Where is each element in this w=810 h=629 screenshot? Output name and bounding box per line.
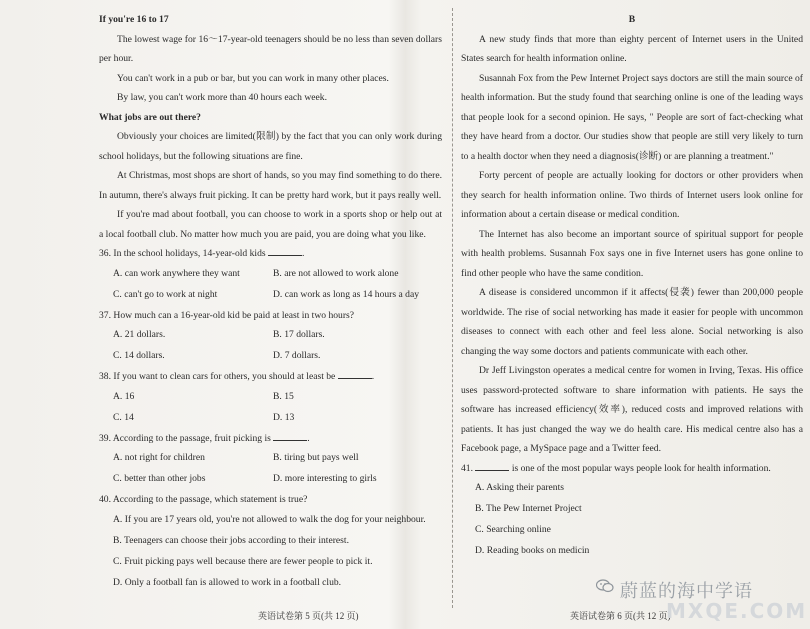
option-c: C. can't go to work at night bbox=[113, 288, 218, 300]
option-c: C. Searching online bbox=[475, 524, 551, 535]
question-stem-end: . bbox=[302, 248, 305, 259]
question-stem: 38. If you want to clean cars for others, you should at least be bbox=[99, 371, 336, 382]
question-number: 41. bbox=[461, 462, 473, 474]
question-40: 40. According to the passage, which statement is true? bbox=[99, 494, 308, 505]
option-b: B. Teenagers can choose their jobs according to their interest. bbox=[113, 534, 349, 546]
page-footer-left: 英语试卷第 5 页(共 12 页) bbox=[258, 611, 359, 621]
paragraph: The Internet has also become an important source of spiritual support for people with health problems. Susannah Fox says one in five Internet users has gone online to find other people who have the same condition. bbox=[461, 228, 803, 279]
option-d: D. can work as long as 14 hours a day bbox=[273, 288, 420, 300]
option-c: C. Fruit picking pays well because there are fewer people to pick it. bbox=[113, 555, 373, 567]
option-c: C. 14 dollars. bbox=[113, 350, 165, 361]
paragraph: Forty percent of people are actually looking for doctors or other providers when they search for health information online. Two thirds of Internet users look online for information about a certain disease or medical condition. bbox=[461, 170, 803, 220]
answer-blank bbox=[475, 462, 509, 471]
question-41 bbox=[461, 459, 803, 479]
options-41 bbox=[461, 478, 803, 562]
paragraph: A disease is considered uncommon if it affects(侵袭) fewer than 200,000 people worldwide. The rise of social networking has made it easier for people with uncommon diseases to connect with each other and feel less alone. Social networking is also changing the way some doctors and patients communicate with each other. bbox=[461, 287, 803, 357]
paragraph: If you're mad about football, you can choose to work in a sports shop or help out at a local football club. No matter how much you are paid, you are doing what you like. bbox=[99, 209, 442, 240]
watermark-text-en: MXQE.COM bbox=[666, 599, 808, 623]
option-d: D. 13 bbox=[273, 411, 295, 423]
question-stem: is one of the most popular ways people look for health information. bbox=[511, 462, 771, 474]
paragraph: By law, you can't work more than 40 hours each week. bbox=[117, 92, 327, 103]
section-title: B bbox=[628, 14, 636, 25]
paragraph: The lowest wage for 16～17-year-old teenagers should be no less than seven dollars per hour. bbox=[99, 33, 442, 64]
options-39 bbox=[99, 448, 442, 490]
paragraph: Dr Jeff Livingston operates a medical centre for women in Irving, Texas. His office uses password-protected software to share information with patients. He says the software has increased efficiency(效率), reduced costs and improved relations with patients. It has just changed the way we do health care. His medical centre also has a Facebook page, a MySpace page and a Twitter feed. bbox=[461, 365, 803, 454]
option-b: B. tiring but pays well bbox=[273, 452, 359, 463]
heading-age-16-17: If you're 16 to 17 bbox=[99, 14, 169, 25]
options-38 bbox=[99, 387, 442, 429]
paragraph: You can't work in a pub or bar, but you can work in many other places. bbox=[117, 72, 389, 84]
answer-blank bbox=[338, 370, 372, 379]
answer-blank bbox=[273, 432, 307, 441]
page-footer-right: 英语试卷第 6 页(共 12 页) bbox=[570, 611, 671, 621]
option-a: A. Asking their parents bbox=[475, 482, 564, 493]
left-page bbox=[99, 10, 442, 594]
option-d: D. Only a football fan is allowed to work in a football club. bbox=[113, 576, 342, 588]
question-36 bbox=[99, 244, 442, 264]
options-40 bbox=[99, 510, 442, 594]
option-b: B. 17 dollars. bbox=[273, 329, 325, 340]
option-c: C. better than other jobs bbox=[113, 473, 206, 484]
question-38 bbox=[99, 367, 442, 387]
option-c: C. 14 bbox=[113, 411, 134, 423]
option-a: A. can work anywhere they want bbox=[113, 267, 240, 279]
right-page bbox=[461, 10, 803, 562]
question-stem-end: . bbox=[307, 432, 310, 444]
page-divider bbox=[452, 8, 454, 608]
option-d: D. 7 dollars. bbox=[273, 350, 321, 361]
option-d: D. Reading books on medicin bbox=[475, 545, 590, 556]
options-37 bbox=[99, 325, 442, 367]
option-a: A. not right for children bbox=[113, 452, 205, 463]
paragraph: A new study finds that more than eighty percent of Internet users in the United States search for health information online. bbox=[461, 33, 803, 64]
option-d: D. more interesting to girls bbox=[273, 473, 377, 484]
question-stem: 39. According to the passage, fruit picking is bbox=[99, 432, 271, 444]
option-a: A. If you are 17 years old, you're not allowed to walk the dog for your neighbour. bbox=[113, 513, 426, 525]
option-a: A. 21 dollars. bbox=[113, 329, 166, 340]
options-36 bbox=[99, 264, 442, 306]
option-b: B. are not allowed to work alone bbox=[273, 267, 399, 279]
wechat-icon bbox=[596, 579, 614, 593]
question-stem: 36. In the school holidays, 14-year-old kids bbox=[99, 248, 266, 259]
question-39 bbox=[99, 429, 442, 449]
watermark-text-cn: 蔚蓝的海中学语 bbox=[620, 581, 753, 602]
answer-blank bbox=[268, 247, 302, 256]
question-37: 37. How much can a 16-year-old kid be paid at least in two hours? bbox=[99, 309, 355, 321]
paragraph: At Christmas, most shops are short of hands, so you may find something to do there. In autumn, there's always fruit picking. It can be pretty hard work, but it pays really well. bbox=[99, 170, 442, 201]
heading-jobs: What jobs are out there? bbox=[99, 111, 201, 123]
watermark bbox=[596, 565, 806, 625]
option-b: B. The Pew Internet Project bbox=[475, 503, 582, 514]
option-a: A. 16 bbox=[113, 390, 135, 402]
question-stem-end: . bbox=[371, 371, 375, 382]
paragraph: Obviously your choices are limited(限制) by the fact that you can only work during school holidays, but the following situations are fine. bbox=[99, 131, 442, 162]
paragraph: Susannah Fox from the Pew Internet Project says doctors are still the main source of health information. But the study found that searching online is one of the leading ways that people look for a second opinion. He says, " People are sort of fact-checking what they have heard from a doctor. Our studies show that people are still very likely to turn to a health doctor when they need a diagnosis(诊断) or are planning a treatment." bbox=[461, 72, 803, 162]
option-b: B. 15 bbox=[273, 390, 294, 402]
